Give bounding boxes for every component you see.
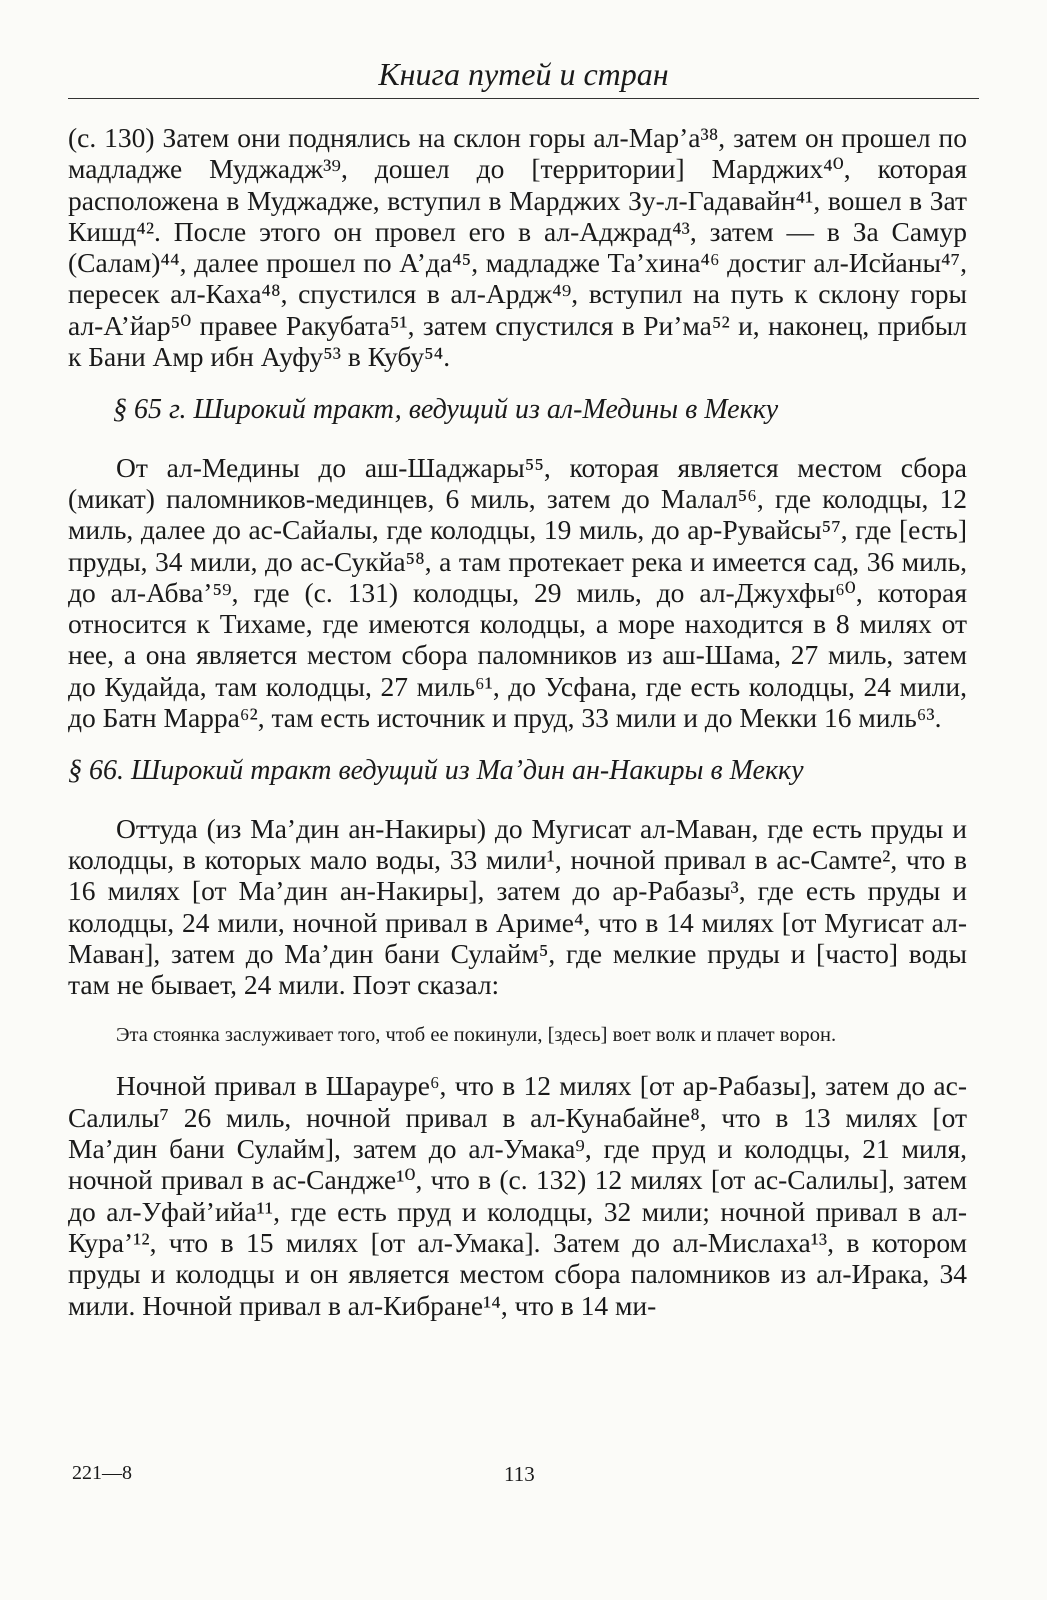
paragraph-1: (с. 130) Затем они поднялись на склон горы ал-Мар’а³⁸, затем он прошел по мадладже Муджадж³⁹, дошел до [территории] Марджих⁴⁰, которая расположена в Муджадже, вступил в Марджих Зу-л-Гадавайн⁴¹, вошел в Зат Кишд⁴². После этого он провел его в ал-Аджрад⁴³, затем — в За Самур (Салам)⁴⁴, далее прошел по А’да⁴⁵, мадладже Та’хина⁴⁶ достиг ал-Исйаны⁴⁷, пересек ал-Каха⁴⁸, спустился в ал-Ардж⁴⁹, вступил на путь к склону горы ал-А’йар⁵⁰ правее Ракубата⁵¹, затем спустился в Ри’ма⁵² и, наконец, прибыл к Бани Амр ибн Ауфу⁵³ в Кубу⁵⁴. [68,122,967,373]
section-heading-65: § 65 г. Широкий тракт, ведущий из ал-Медины в Мекку [113,394,779,426]
page-number: 113 [504,1462,535,1486]
paragraph-2: От ал-Медины до аш-Шаджары⁵⁵, которая является местом сбора (микат) паломников-мединцев, 6 миль, затем до Малал⁵⁶, где колодцы, 12 миль, далее до ас-Сайалы, где колодцы, 19 миль, до ар-Рувайсы⁵⁷, где [есть] пруды, 34 мили, до ас-Сукйа⁵⁸, а там протекает река и имеется сад, 36 миль, до ал-Абва’⁵⁹, где (с. 131) колодцы, 29 миль, до ал-Джухфы⁶⁰, которая относится к Тихаме, где имеются колодцы, а море находится в 8 милях от нее, а она является местом сбора паломников из аш-Шама, 27 миль, затем до Кудайда, там колодцы, 27 миль⁶¹, до Усфана, где есть колодцы, 24 мили, до Батн Марра⁶², там есть источник и пруд, 33 мили и до Мекки 16 миль⁶³. [68,451,967,734]
page-body [68,122,967,1321]
paragraph-3: Оттуда (из Ма’дин ан-Накиры) до Мугисат ал-Маван, где есть пруды и колодцы, в которых мало воды, 33 мили¹, ночной привал в ас-Самте², что в 16 милях [от Ма’дин ан-Накиры], затем до ар-Рабазы³, где есть пруды и колодцы, 24 мили, ночной привал в Ариме⁴, что в 14 милях [от Мугисат ал-Маван], затем до Ма’дин бани Сулайм⁵, где мелкие пруды и [часто] воды там не бывает, 24 мили. Поэт сказал: [68,812,967,1001]
section-heading-66: § 66. Широкий тракт ведущий из Ма’дин ан-Накиры в Мекку [68,755,804,787]
paragraph-4: Ночной привал в Шарауре⁶, что в 12 милях [от ар-Рабазы], затем до ас-Салилы⁷ 26 миль, ночной привал в ал-Кунабайне⁸, что в 13 милях [от Ма’дин бани Сулайм], затем до ал-Умака⁹, где пруд и колодцы, 21 миля, ночной привал в ас-Сандже¹⁰, что в (с. 132) 12 милях [от ас-Салилы], затем до ал-Уфай’ийа¹¹, где есть пруд и колодцы, 32 мили; ночной привал в ал-Кура’¹², что в 15 милях [от ал-Умака]. Затем до ал-Мислаха¹³, в котором пруды и колодцы и он является местом сбора паломников из ал-Ирака, 34 мили. Ночной привал в ал-Кибране¹⁴, что в 14 ми- [68,1070,967,1321]
running-head [68,50,979,99]
page-footer [72,1462,967,1492]
page-title: Книга путей и стран [378,56,669,92]
printer-signature: 221—8 [72,1462,132,1484]
verse-quote: Эта стоянка заслуживает того, чтоб ее покинули, [здесь] воет волк и плачет ворон. [116,1024,837,1047]
